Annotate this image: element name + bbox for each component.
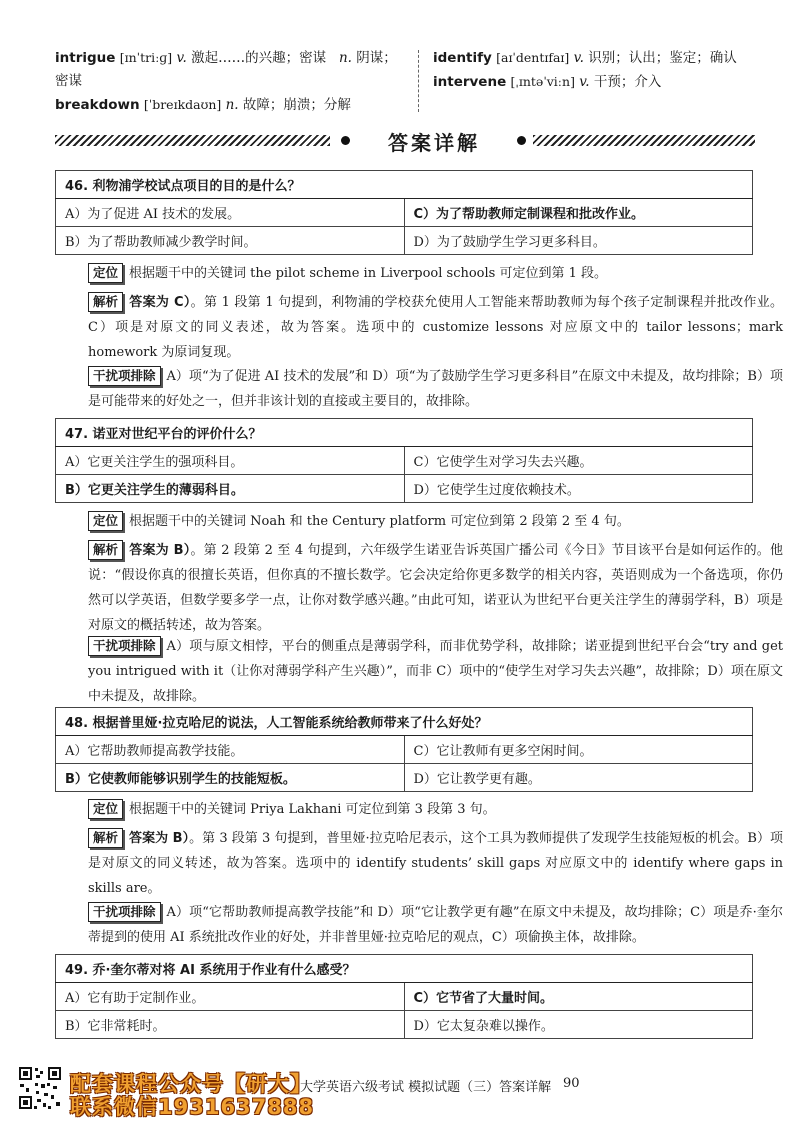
answer-text: 答案为 C）: [129, 295, 191, 310]
analysis-tag: 解析: [88, 540, 123, 560]
option-b-correct: B）它使教师能够识别学生的技能短板。: [56, 764, 405, 792]
analysis-paragraph-47: [58, 538, 783, 638]
vocabulary-section: [55, 46, 755, 118]
vocab-definition: 激起……的兴趣；密谋: [191, 50, 327, 66]
question-stem: 49. 乔·奎尔蒂对将 AI 系统用于作业有什么感受？: [56, 955, 753, 983]
vocab-word: identify: [433, 50, 492, 66]
bullet-dot-icon: [341, 136, 350, 145]
vocab-definition: 阴谋；: [356, 50, 397, 66]
vocab-word: intervene: [433, 74, 507, 90]
locate-paragraph-48: [58, 797, 783, 822]
answer-text: 答案为 B）: [129, 543, 191, 558]
vocab-column-right: [433, 46, 763, 94]
vocab-phonetic: [aɪˈdentɪfaɪ]: [496, 50, 570, 65]
analysis-tag: 解析: [88, 292, 123, 312]
vocab-entry: [433, 46, 763, 70]
distractor-text: A）项“它帮助教师提高教学技能”和 D）项“它让教学更有趣”在原文中未提及，故均排除；C）项是乔·奎尔蒂提到的使用 AI 系统批改作业的好处，并非普里娅·拉克哈尼的观点，C）项偷换主体，故排除。: [88, 905, 783, 945]
distractor-tag: 干扰项排除: [88, 636, 161, 656]
promo-watermark-line1: 配套课程公众号【研大】: [70, 1072, 312, 1096]
locate-text: 根据题干中的关键词 Priya Lakhani 可定位到第 3 段第 3 句。: [129, 802, 496, 817]
option-d: D）它让教学更有趣。: [404, 764, 753, 792]
locate-paragraph-46: [58, 261, 783, 286]
question-table-47: [55, 418, 753, 503]
locate-tag: 定位: [88, 263, 123, 283]
analysis-paragraph-48: [58, 826, 783, 901]
qr-code-icon: [18, 1066, 62, 1110]
vocab-pos: n.: [338, 50, 352, 66]
analysis-text: 。第 3 段第 3 句提到，普里娅·拉克哈尼表示，这个工具为教师提供了发现学生技能短板的机会。B）项是对原文的同义转述，故为答案。选项中的 identify students’ skill gaps 对应原文中的 identify where gaps in skills are。: [88, 831, 783, 896]
question-table-48: [55, 707, 753, 792]
option-c: C）它让教师有更多空闲时间。: [404, 736, 753, 764]
vocab-pos: n.: [225, 97, 239, 113]
section-title: 答案详解: [388, 131, 480, 155]
answer-text: 答案为 B）: [129, 831, 190, 846]
option-c: C）它使学生对学习失去兴趣。: [404, 447, 753, 475]
analysis-paragraph-46: [58, 290, 783, 365]
locate-paragraph-47: [58, 509, 783, 534]
page-footer: [0, 1056, 800, 1126]
distractor-tag: 干扰项排除: [88, 366, 161, 386]
analysis-text: 。第 1 段第 1 句提到，利物浦的学校获允使用人工智能来帮助教师为每个孩子定制课程并批改作业。C）项是对原文的同义表述，故为答案。选项中的 customize lessons 对应原文中的 tailor lessons；mark homework 为原词复现。: [88, 295, 783, 360]
section-banner: [55, 126, 755, 156]
bullet-dot-icon: [517, 136, 526, 145]
distractor-text: A）项“为了促进 AI 技术的发展”和 D）项“为了鼓励学生学习更多科目”在原文中未提及，故均排除；B）项是可能带来的好处之一，但并非该计划的直接或主要目的，故排除。: [88, 369, 783, 409]
vocab-column-left: [55, 46, 405, 117]
distractor-paragraph-48: [58, 900, 783, 950]
vocab-word: breakdown: [55, 97, 140, 113]
option-c-correct: C）它节省了大量时间。: [404, 983, 753, 1011]
vocab-entry: [433, 70, 763, 94]
analysis-tag: 解析: [88, 828, 123, 848]
vocab-pos: v.: [579, 74, 590, 90]
option-a: A）它有助于定制作业。: [56, 983, 405, 1011]
locate-text: 根据题干中的关键词 Noah 和 the Century platform 可定位到第 2 段第 2 至 4 句。: [129, 514, 630, 529]
analysis-text: 。第 2 段第 2 至 4 句提到，六年级学生诺亚告诉英国广播公司《今日》节目该平台是如何运作的。他说：“假设你真的很擅长英语，但你真的不擅长数学。它会决定给你更多数学的相关内容，英语则成为一个备选项，你仍然可以学英语，但数学要多学一点，让你对数学感兴趣。”由此可知，诺亚认为世纪平台更关注学生的薄弱学科，B）项是对原文的概括转述，故为答案。: [88, 543, 784, 633]
vocab-phonetic: [ɪnˈtriːɡ]: [119, 50, 173, 65]
locate-tag: 定位: [88, 511, 123, 531]
question-stem: 48. 根据普里娅·拉克哈尼的说法，人工智能系统给教师带来了什么好处？: [56, 708, 753, 736]
question-table-46: [55, 170, 753, 255]
distractor-paragraph-46: [58, 364, 783, 414]
vocab-entry: [55, 46, 405, 70]
banner-hatch-right: [533, 135, 755, 146]
vocab-definition: 故障；崩溃；分解: [242, 97, 351, 113]
question-stem: 46. 利物浦学校试点项目的目的是什么？: [56, 171, 753, 199]
book-title: 大学英语六级考试 模拟试题（三）答案详解: [300, 1080, 552, 1095]
banner-hatch-left: [55, 135, 330, 146]
option-d: D）它使学生过度依赖技术。: [404, 475, 753, 503]
distractor-tag: 干扰项排除: [88, 902, 161, 922]
option-a: A）它更关注学生的强项科目。: [56, 447, 405, 475]
promo-watermark-line2: 联系微信1931637888: [70, 1095, 315, 1119]
vocab-definition: 干预；介入: [593, 74, 662, 90]
option-c-correct: C）为了帮助教师定制课程和批改作业。: [404, 199, 753, 227]
option-a: A）它帮助教师提高教学技能。: [56, 736, 405, 764]
locate-tag: 定位: [88, 799, 123, 819]
vocab-phonetic: [ˈbreɪkdaʊn]: [143, 97, 222, 112]
question-stem: 47. 诺亚对世纪平台的评价什么？: [56, 419, 753, 447]
vocab-pos: v.: [176, 50, 187, 66]
vocab-divider: [418, 50, 419, 112]
option-d: D）它太复杂难以操作。: [404, 1011, 753, 1039]
vocab-entry: [55, 93, 405, 117]
vocab-definition: 识别；认出；鉴定；确认: [588, 50, 737, 66]
option-b: B）它非常耗时。: [56, 1011, 405, 1039]
vocab-phonetic: [ˌɪntəˈviːn]: [510, 74, 575, 89]
distractor-paragraph-47: [58, 634, 783, 709]
option-a: A）为了促进 AI 技术的发展。: [56, 199, 405, 227]
option-b-correct: B）它更关注学生的薄弱科目。: [56, 475, 405, 503]
option-d: D）为了鼓励学生学习更多科目。: [404, 227, 753, 255]
distractor-text: A）项与原文相悖，平台的侧重点是薄弱学科，而非优势学科，故排除；诺亚提到世纪平台会“try and get you intrigued with it（让你对薄弱学科产生兴趣）”，而非 C）项中的“使学生对学习失去兴趣”，故排除；D）项在原文中未提及，故排除。: [88, 639, 783, 704]
vocab-pos: v.: [573, 50, 584, 66]
question-table-49: [55, 954, 753, 1039]
option-b: B）为了帮助教师减少教学时间。: [56, 227, 405, 255]
page-number: 90: [563, 1076, 580, 1091]
locate-text: 根据题干中的关键词 the pilot scheme in Liverpool schools 可定位到第 1 段。: [129, 266, 608, 281]
vocab-word: intrigue: [55, 50, 116, 66]
vocab-definition-cont: 密谋: [55, 73, 82, 89]
